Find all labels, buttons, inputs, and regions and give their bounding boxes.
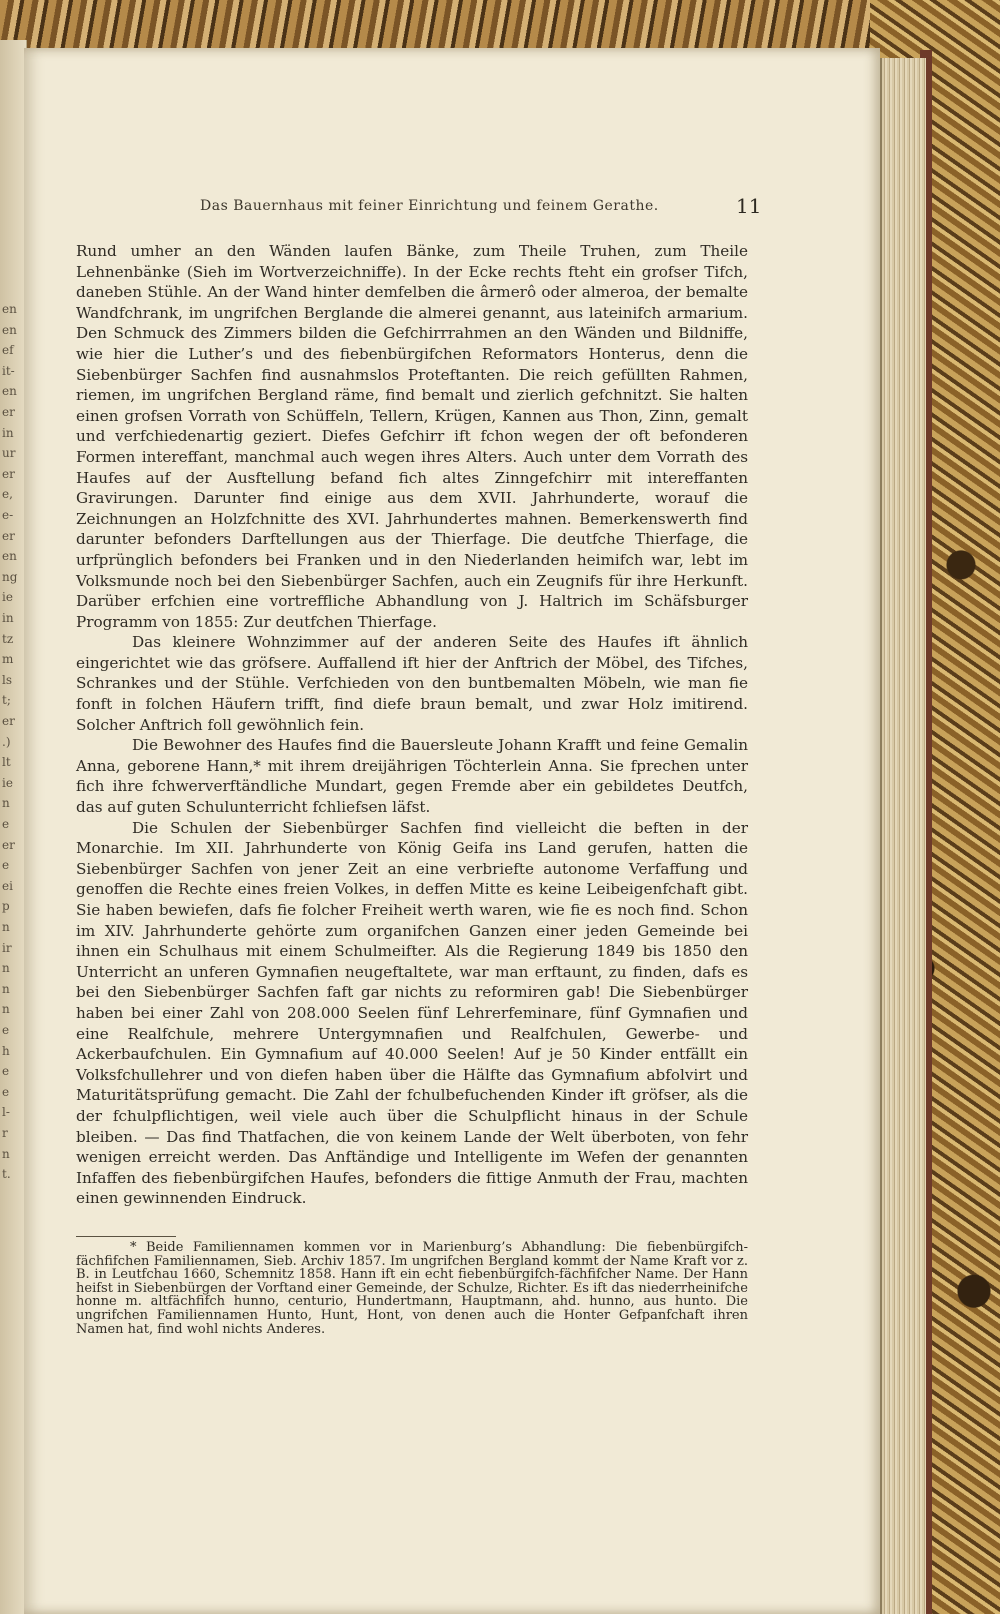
paragraph: Die Bewohner des Haufes find die Bauersleute Johann Krafft und feine Gemalin Anna, geborene Hann,* mit ihrem dreijährigen Töchterlein Anna. Sie fprechen unter fich ihre fchwerverftändliche Mundart, gegen Fremde aber ein gebildetes Deutfch, das auf guten Schulunterricht fchliefsen läfst. bbox=[76, 736, 748, 817]
previous-page-fragment: en bbox=[2, 302, 17, 316]
previous-page-fragment: l- bbox=[2, 1105, 10, 1120]
footnote-text: * Beide Familiennamen kommen vor in Marienburg’s Abhandlung: Die fiebenbürgifch-fächfifchen Familiennamen, Sieb. Archiv 1857. Im ungrifchen Bergland kommt der Name Kraft vor z. B. in Leutfchau 1660, Schemnitz 1858. Hann ift ein echt fiebenbürgifch-fächfifcher Name. Der Hann heifst in Siebenbürgen der Vorftand einer Gemeinde, der Schulze, Richter. Es ift das niederrheinifche honne m. altfächfifch hunno, centurio, Hundertmann, Hauptmann, ahd. hunno, aus hunto. Die ungrifchen Familiennamen Hunto, Hunt, Hont, von denen auch die Honter Gefpanfchaft ihren Namen hat, find wohl nichts Anderes. bbox=[76, 1240, 748, 1337]
paragraph: Rund umher an den Wänden laufen Bänke, zum Theile Truhen, zum Theile Lehnenbänke (Sieh im Wortverzeichniffe). In der Ecke rechts fteht ein grofser Tifch, daneben Stühle. An der Wand hinter demfelben die ârmerô oder almeroa, der bemalte Wandfchrank, im ungrifchen Berglande die almerei genannt, aus lateinifch armarium. Den Schmuck des Zimmers bilden die Gefchirrrahmen an den Wänden und Bildniffe, wie hier die Luther’s und des fiebenbürgifchen Reformators Honterus, denn die Siebenbürger Sachfen find ausnahmslos Proteftanten. Die reich gefüllten Rahmen, riemen, im ungrifchen Bergland räme, find bemalt und zierlich gefchnitzt. Sie halten einen grofsen Vorrath von Schüffeln, Tellern, Krügen, Kannen aus Thon, Zinn, gemalt und verfchiedenartig geziert. Diefes Gefchirr ift fchon wegen der oft befonderen Formen intereffant, manchmal auch wegen ihres Alters. Auch unter dem Vorrath des Haufes auf der Ausftellung befand fich altes Zinngefchirr mit intereffanten Gravirungen. Darunter find einige aus dem XVII. Jahrhunderte, worauf die Zeichnungen an Holzfchnitte des XVI. Jahrhundertes mahnen. Bemerkenswerth find darunter befonders Darftellungen aus der Thierfage. Die deutfche Thierfage, die urfprünglich befonders bei Franken und in den Niederlanden heimifch war, lebt im Volksmunde noch bei den Siebenbürger Sachfen, auch ein Zeugnifs für ihre Herkunft. Darüber erfchien eine vortreffliche Abhandlung von J. Haltrich im Schäfsburger Programm von 1855: Zur deutfchen Thierfage. bbox=[76, 242, 748, 631]
previous-page-fragment: er bbox=[2, 466, 15, 481]
previous-page-fragment: it- bbox=[2, 363, 15, 378]
previous-page-fragment: tz bbox=[2, 631, 14, 646]
previous-page-fragment: ls bbox=[2, 672, 12, 687]
running-title: Das Bauernhaus mit feiner Einrichtung und feinem Gerathe. bbox=[200, 198, 659, 214]
previous-page-fragment: h bbox=[2, 1043, 10, 1058]
previous-page-fragment: en bbox=[2, 549, 17, 564]
previous-page-fragment: en bbox=[2, 384, 17, 399]
paragraph: Das kleinere Wohnzimmer auf der anderen Seite des Haufes ift ähnlich eingerichtet wie das gröfsere. Auffallend ift hier der Anftrich der Möbel, des Tifches, Schrankes und der Stühle. Verfchieden von den buntbemalten Möbeln, wie man fie fonft in folchen Häufern trifft, find diefe braun bemalt, und zwar Holz imitirend. Solcher Anftrich foll gewöhnlich fein. bbox=[76, 633, 748, 734]
previous-page-fragment: en bbox=[2, 322, 17, 337]
footnote bbox=[76, 1241, 748, 1336]
previous-page-fragment: ng bbox=[2, 569, 18, 584]
previous-page-fragment: n bbox=[2, 961, 10, 976]
previous-page-fragment: p bbox=[2, 899, 10, 914]
previous-page-fragment: er bbox=[2, 405, 15, 419]
previous-page-fragment: lt bbox=[2, 755, 11, 770]
previous-page-fragment: ie bbox=[2, 775, 13, 790]
paragraph: Die Schulen der Siebenbürger Sachfen find vielleicht die beften in der Monarchie. Im XII. Jahrhunderte von König Geifa ins Land gerufen, hatten die Siebenbürger Sachfen von jener Zeit an eine verbriefte autonome Verfaffung und genoffen die Rechte eines freien Volkes, in deffen Mitte es keine Leibeigenfchaft gibt. Sie haben bewiefen, dafs fie folcher Freiheit werth waren, wie fie es noch find. Schon im XIV. Jahrhunderte gehörte zum organifchen Ganzen einer jeden Gemeinde bei ihnen ein Schulhaus mit einem Schulmeifter. Als die Regierung 1849 bis 1850 den Unterricht an unferen Gymnafien neugeftaltete, war man erftaunt, zu finden, dafs es bei den Siebenbürger Sachfen faft gar nichts zu reformiren gab! Die Siebenbürger haben bei einer Zahl von 208.000 Seelen fünf Lehrerfeminare, fünf Gymnafien und eine Realfchule, mehrere Untergymnafien und Realfchulen, Gewerbe- und Ackerbaufchulen. Ein Gymnafium auf 40.000 Seelen! Auf je 50 Kinder entfällt ein Volksfchullehrer und von diefen haben über die Hälfte das Gymnafium abfolvirt und Maturitätsprüfung gemacht. Die Zahl der fchulbefuchenden Kinder ift gröfser, als die der fchulpflichtigen, weil viele auch über die Schulpflicht hinaus in der Schule bleiben. — Das find Thatfachen, die von keinem Lande der Welt überboten, von fehr wenigen erreicht werden. Das Anftändige und Intelligente im Wefen der genannten Infaffen des fiebenbürgifchen Haufes, befonders die fittige Anmuth der Frau, machten einen gewinnenden Eindruck. bbox=[76, 818, 748, 1208]
previous-page-fragment: n bbox=[2, 796, 10, 811]
page-edges bbox=[880, 58, 926, 1614]
previous-page-fragment: e bbox=[2, 817, 10, 831]
previous-page-edge bbox=[0, 40, 27, 1614]
previous-page-fragment: in bbox=[2, 425, 14, 440]
marbled-cover-top bbox=[0, 0, 1000, 48]
previous-page-fragment: t. bbox=[2, 1167, 11, 1182]
previous-page-fragment: n bbox=[2, 981, 10, 996]
previous-page-fragment: .) bbox=[2, 734, 11, 749]
previous-page-fragment: er bbox=[2, 837, 15, 852]
previous-page-fragment: n bbox=[2, 1146, 10, 1161]
previous-page-fragment: t; bbox=[2, 693, 11, 708]
previous-page-fragment: ei bbox=[2, 878, 13, 893]
previous-page-fragment: ur bbox=[2, 446, 16, 461]
previous-page-fragment: r bbox=[2, 1126, 8, 1140]
previous-page-fragment: e bbox=[2, 1084, 10, 1099]
previous-page-fragment: e bbox=[2, 1064, 10, 1079]
previous-page-fragment: ir bbox=[2, 940, 12, 955]
previous-page-fragment: e bbox=[2, 1023, 10, 1037]
previous-page-fragment: ie bbox=[2, 590, 13, 605]
previous-page-fragment: n bbox=[2, 920, 10, 934]
previous-page-fragment: ef bbox=[2, 343, 14, 358]
previous-page-fragment: in bbox=[2, 611, 14, 625]
page-body bbox=[76, 241, 748, 1209]
previous-page-fragment: er bbox=[2, 528, 15, 543]
previous-page-fragment: e, bbox=[2, 487, 13, 502]
page-number: 11 bbox=[736, 194, 762, 218]
previous-page-fragment: n bbox=[2, 1002, 10, 1017]
footnote-rule bbox=[76, 1236, 176, 1237]
previous-page-fragment: e bbox=[2, 858, 10, 873]
previous-page-fragment: er bbox=[2, 714, 15, 728]
book-page bbox=[24, 48, 880, 1614]
previous-page-fragment: e- bbox=[2, 508, 14, 522]
previous-page-fragment: m bbox=[2, 652, 14, 667]
